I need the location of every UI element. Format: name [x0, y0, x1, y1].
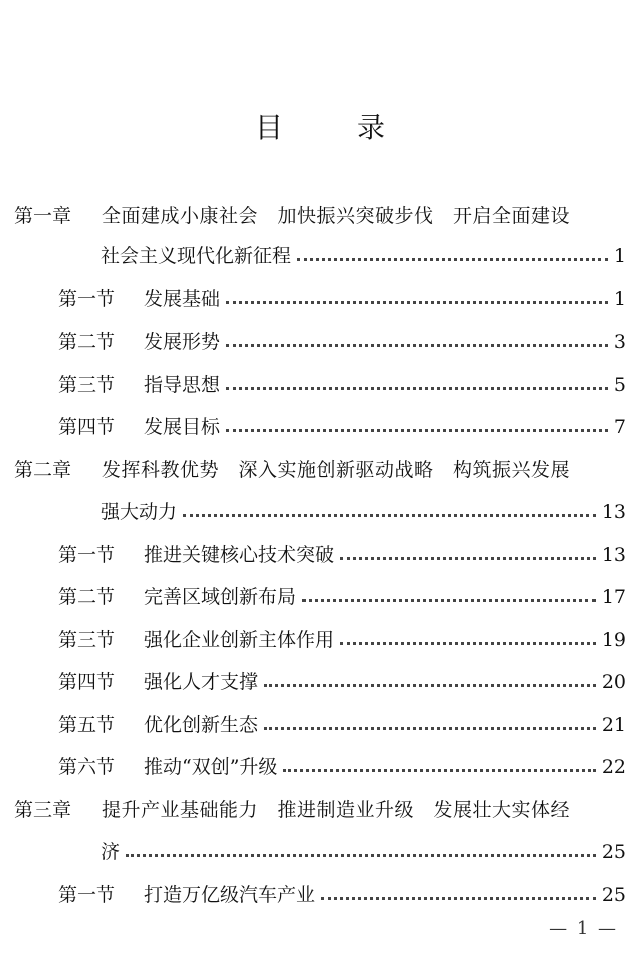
leader-dots — [264, 662, 596, 687]
section-label: 第三节 — [58, 374, 116, 396]
section-title: 优化创新生态 — [144, 714, 259, 736]
page-number: 17 — [601, 586, 626, 608]
chapter-3-heading[interactable] — [14, 790, 626, 830]
section-title: 完善区域创新布局 — [144, 586, 297, 608]
chapter-title-line1: 全面建成小康社会 加快振兴突破步伐 开启全面建设 — [102, 205, 571, 227]
chapter-label: 第一章 — [14, 205, 72, 227]
toc-entry[interactable] — [58, 365, 626, 405]
section-label: 第四节 — [58, 671, 116, 693]
page-number: 1 — [613, 245, 626, 267]
chapter-1-continuation[interactable] — [101, 236, 626, 276]
leader-dots — [226, 279, 608, 304]
section-label: 第二节 — [58, 586, 116, 608]
section-label: 第三节 — [58, 629, 116, 651]
toc-entry[interactable] — [58, 875, 626, 915]
chapter-title-line1: 提升产业基础能力 推进制造业升级 发展壮大实体经 — [102, 799, 571, 821]
page-number: 3 — [613, 331, 626, 353]
toc-entry[interactable] — [58, 322, 626, 362]
toc-entry[interactable] — [58, 535, 626, 575]
section-label: 第一节 — [58, 544, 116, 566]
chapter-3-continuation[interactable] — [101, 832, 626, 872]
section-title: 推进关键核心技术突破 — [144, 544, 335, 566]
chapter-label: 第三章 — [14, 799, 72, 821]
toc-entry[interactable] — [58, 577, 626, 617]
section-label: 第五节 — [58, 714, 116, 736]
toc-entry[interactable] — [58, 407, 626, 447]
leader-dots — [302, 577, 596, 602]
page-number: 7 — [613, 416, 626, 438]
leader-dots — [321, 875, 596, 900]
section-title: 发展形势 — [144, 331, 221, 353]
page-number: 25 — [601, 841, 626, 863]
chapter-1-heading[interactable] — [14, 196, 626, 236]
page-number: 1 — [613, 288, 626, 310]
leader-dots — [226, 322, 608, 347]
leader-dots — [264, 705, 596, 730]
leader-dots — [226, 407, 608, 432]
chapter-title-line2: 社会主义现代化新征程 — [101, 245, 292, 267]
section-title: 打造万亿级汽车产业 — [144, 884, 316, 906]
section-title: 发展基础 — [144, 288, 221, 310]
toc-entry[interactable] — [58, 662, 626, 702]
leader-dots — [183, 492, 596, 517]
chapter-title-line1: 发挥科教优势 深入实施创新驱动战略 构筑振兴发展 — [102, 459, 571, 481]
section-label: 第二节 — [58, 331, 116, 353]
toc-entry[interactable] — [58, 747, 626, 787]
page-number: 13 — [601, 544, 626, 566]
leader-dots — [297, 236, 608, 261]
leader-dots — [283, 747, 595, 772]
section-title: 指导思想 — [144, 374, 221, 396]
page-number: 19 — [601, 629, 626, 651]
leader-dots — [226, 365, 608, 390]
section-label: 第一节 — [58, 288, 116, 310]
page-footer-number: — 1 — — [549, 918, 618, 939]
section-title: 推动“双创”升级 — [144, 756, 278, 778]
section-title: 强化企业创新主体作用 — [144, 629, 335, 651]
section-label: 第四节 — [58, 416, 116, 438]
page-number: 20 — [601, 671, 626, 693]
page-title: 目录 — [254, 111, 459, 144]
chapter-label: 第二章 — [14, 459, 72, 481]
toc-entry[interactable] — [58, 279, 626, 319]
leader-dots — [126, 832, 596, 857]
section-label: 第一节 — [58, 884, 116, 906]
page-number: 13 — [601, 501, 626, 523]
chapter-2-continuation[interactable] — [101, 492, 626, 532]
toc-entry[interactable] — [58, 620, 626, 660]
section-title: 发展目标 — [144, 416, 221, 438]
toc-entry[interactable] — [58, 705, 626, 745]
section-title: 强化人才支撑 — [144, 671, 259, 693]
leader-dots — [340, 620, 596, 645]
page-number: 25 — [601, 884, 626, 906]
page-number: 22 — [601, 756, 626, 778]
chapter-title-line2: 济 — [101, 841, 121, 863]
chapter-title-line2: 强大动力 — [101, 501, 178, 523]
leader-dots — [340, 535, 596, 560]
page-number: 21 — [601, 714, 626, 736]
chapter-2-heading[interactable] — [14, 450, 626, 490]
page-number: 5 — [613, 374, 626, 396]
section-label: 第六节 — [58, 756, 116, 778]
